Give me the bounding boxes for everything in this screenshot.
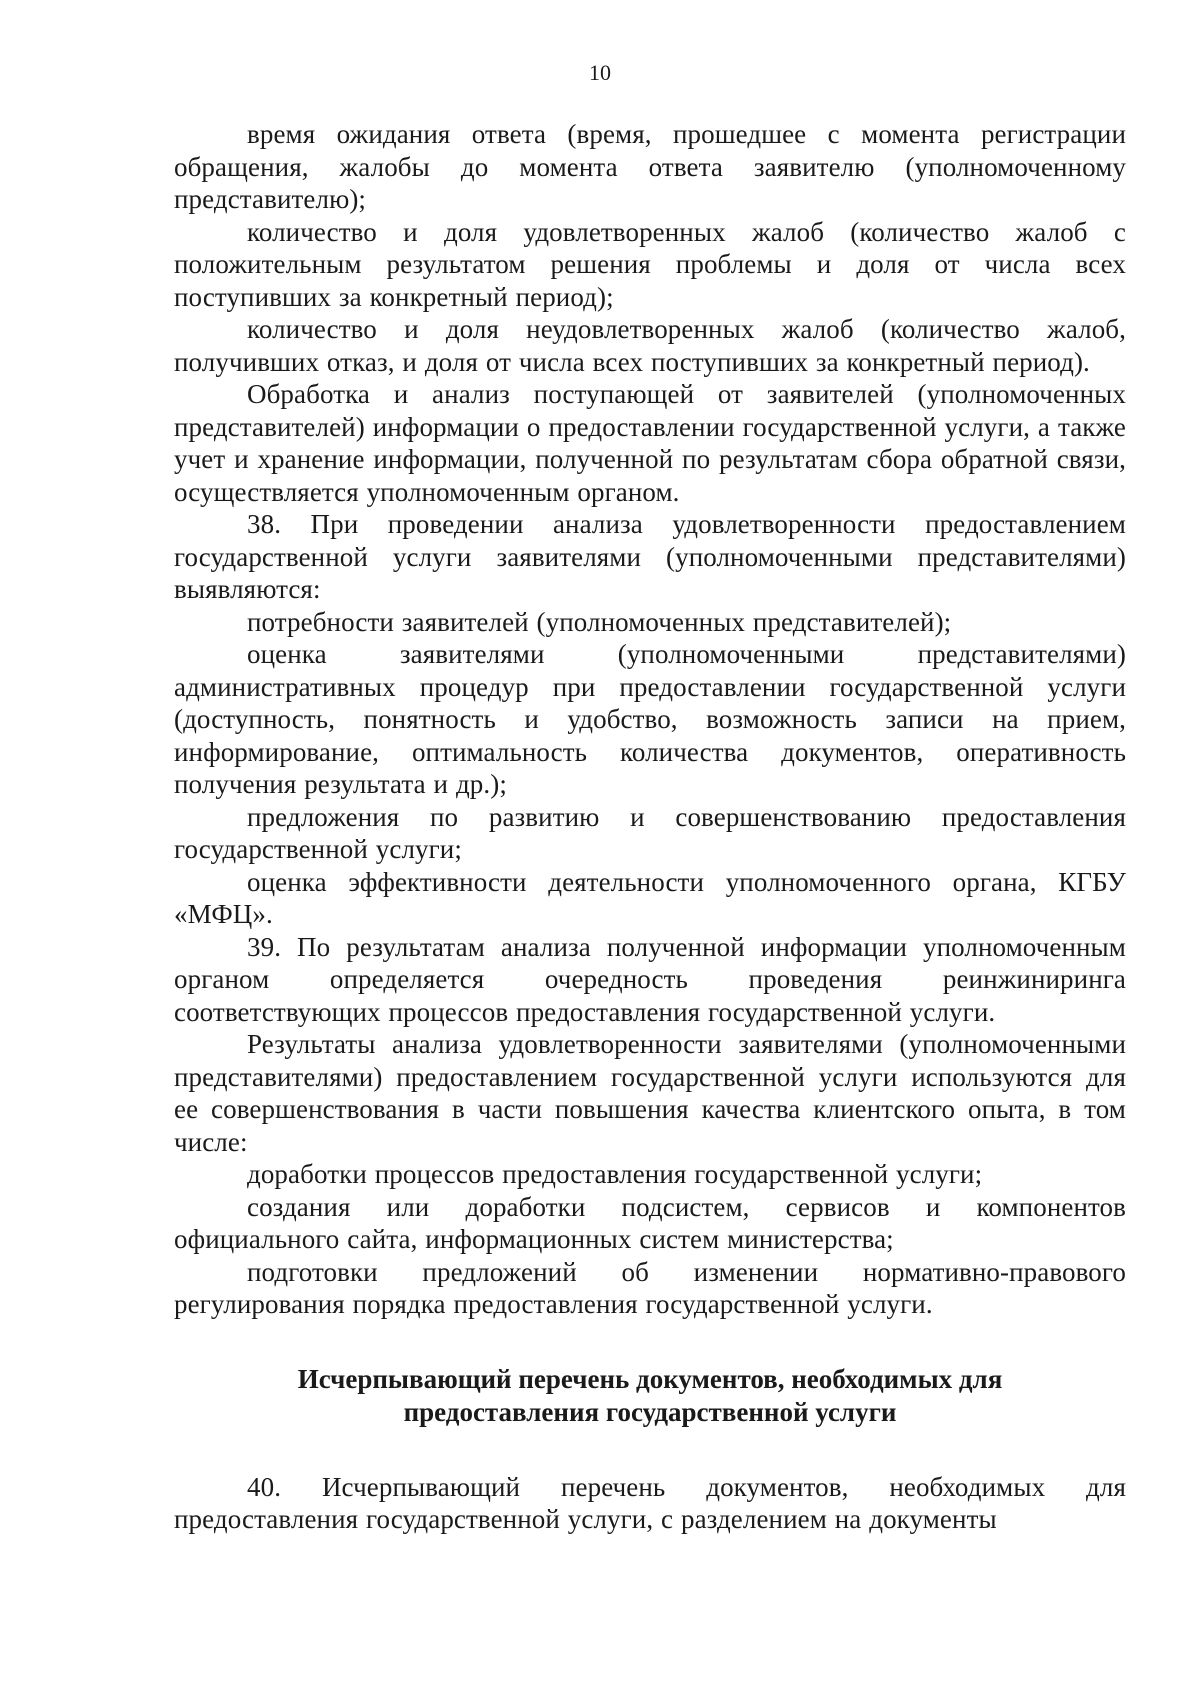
paragraph-procedure-assessment: оценка заявителями (уполномоченными представителями) административных процедур при предоставлении государственной услуги (доступность, понятность и удобство, возможность записи на прием, информирование, оптимальность количества документов, оперативность получения результата и др.); bbox=[174, 639, 1126, 799]
paragraph-clause-38: 38. При проведении анализа удовлетворенности предоставлением государственной услуги заявителями (уполномоченными представителями) выявляются: bbox=[174, 509, 1126, 604]
paragraph-clause-40: 40. Исчерпывающий перечень документов, необходимых для предоставления государственной услуги, с разделением на документы bbox=[174, 1471, 1126, 1534]
paragraph-applicant-needs: потребности заявителей (уполномоченных представителей); bbox=[247, 606, 952, 637]
paragraph-satisfied-complaints: количество и доля удовлетворенных жалоб (количество жалоб с положительным результатом решения проблемы и доля от числа всех поступивших за конкретный период); bbox=[174, 216, 1126, 312]
paragraph-feedback-processing: Обработка и анализ поступающей от заявителей (уполномоченных представителей) информации о предоставлении государственной услуги, а также учет и хранение информации, полученной по результатам сбора обратной связи, осуществляется уполномоченным органом. bbox=[174, 379, 1126, 507]
paragraph-clause-39: 39. По результатам анализа полученной информации уполномоченным органом определяется очередность проведения реинжиниринга соответствующих процессов предоставления государственной услуги. bbox=[174, 931, 1126, 1027]
page-body bbox=[174, 118, 1126, 1536]
section-heading: Исчерпывающий перечень документов, необходимых для предоставления государственной услуги bbox=[297, 1363, 1003, 1427]
paragraph-regulation-proposals: подготовки предложений об изменении нормативно-правового регулирования порядка предоставления государственной услуги. bbox=[174, 1256, 1126, 1319]
paragraph-subsystems: создания или доработки подсистем, сервисов и компонентов официального сайта, информационных систем министерства; bbox=[174, 1191, 1126, 1254]
paragraph-analysis-results: Результаты анализа удовлетворенности заявителями (уполномоченными представителями) предоставлением государственной услуги используются для ее совершенствования в части повышения качества клиентского опыта, в том числе: bbox=[174, 1029, 1126, 1157]
paragraph-waiting-time: время ожидания ответа (время, прошедшее с момента регистрации обращения, жалобы до момента ответа заявителю (уполномоченному представителю); bbox=[174, 119, 1126, 214]
page-number: 10 bbox=[589, 60, 611, 85]
paragraph-process-refinement: доработки процессов предоставления государственной услуги; bbox=[247, 1159, 983, 1189]
paragraph-efficiency-assessment: оценка эффективности деятельности уполномоченного органа, КГБУ «МФЦ». bbox=[174, 866, 1126, 929]
paragraph-improvement-proposals: предложения по развитию и совершенствованию предоставления государственной услуги; bbox=[174, 801, 1126, 864]
paragraph-unsatisfied-complaints: количество и доля неудовлетворенных жалоб (количество жалоб, получивших отказ, и доля от числа всех поступивших за конкретный период). bbox=[174, 314, 1126, 377]
